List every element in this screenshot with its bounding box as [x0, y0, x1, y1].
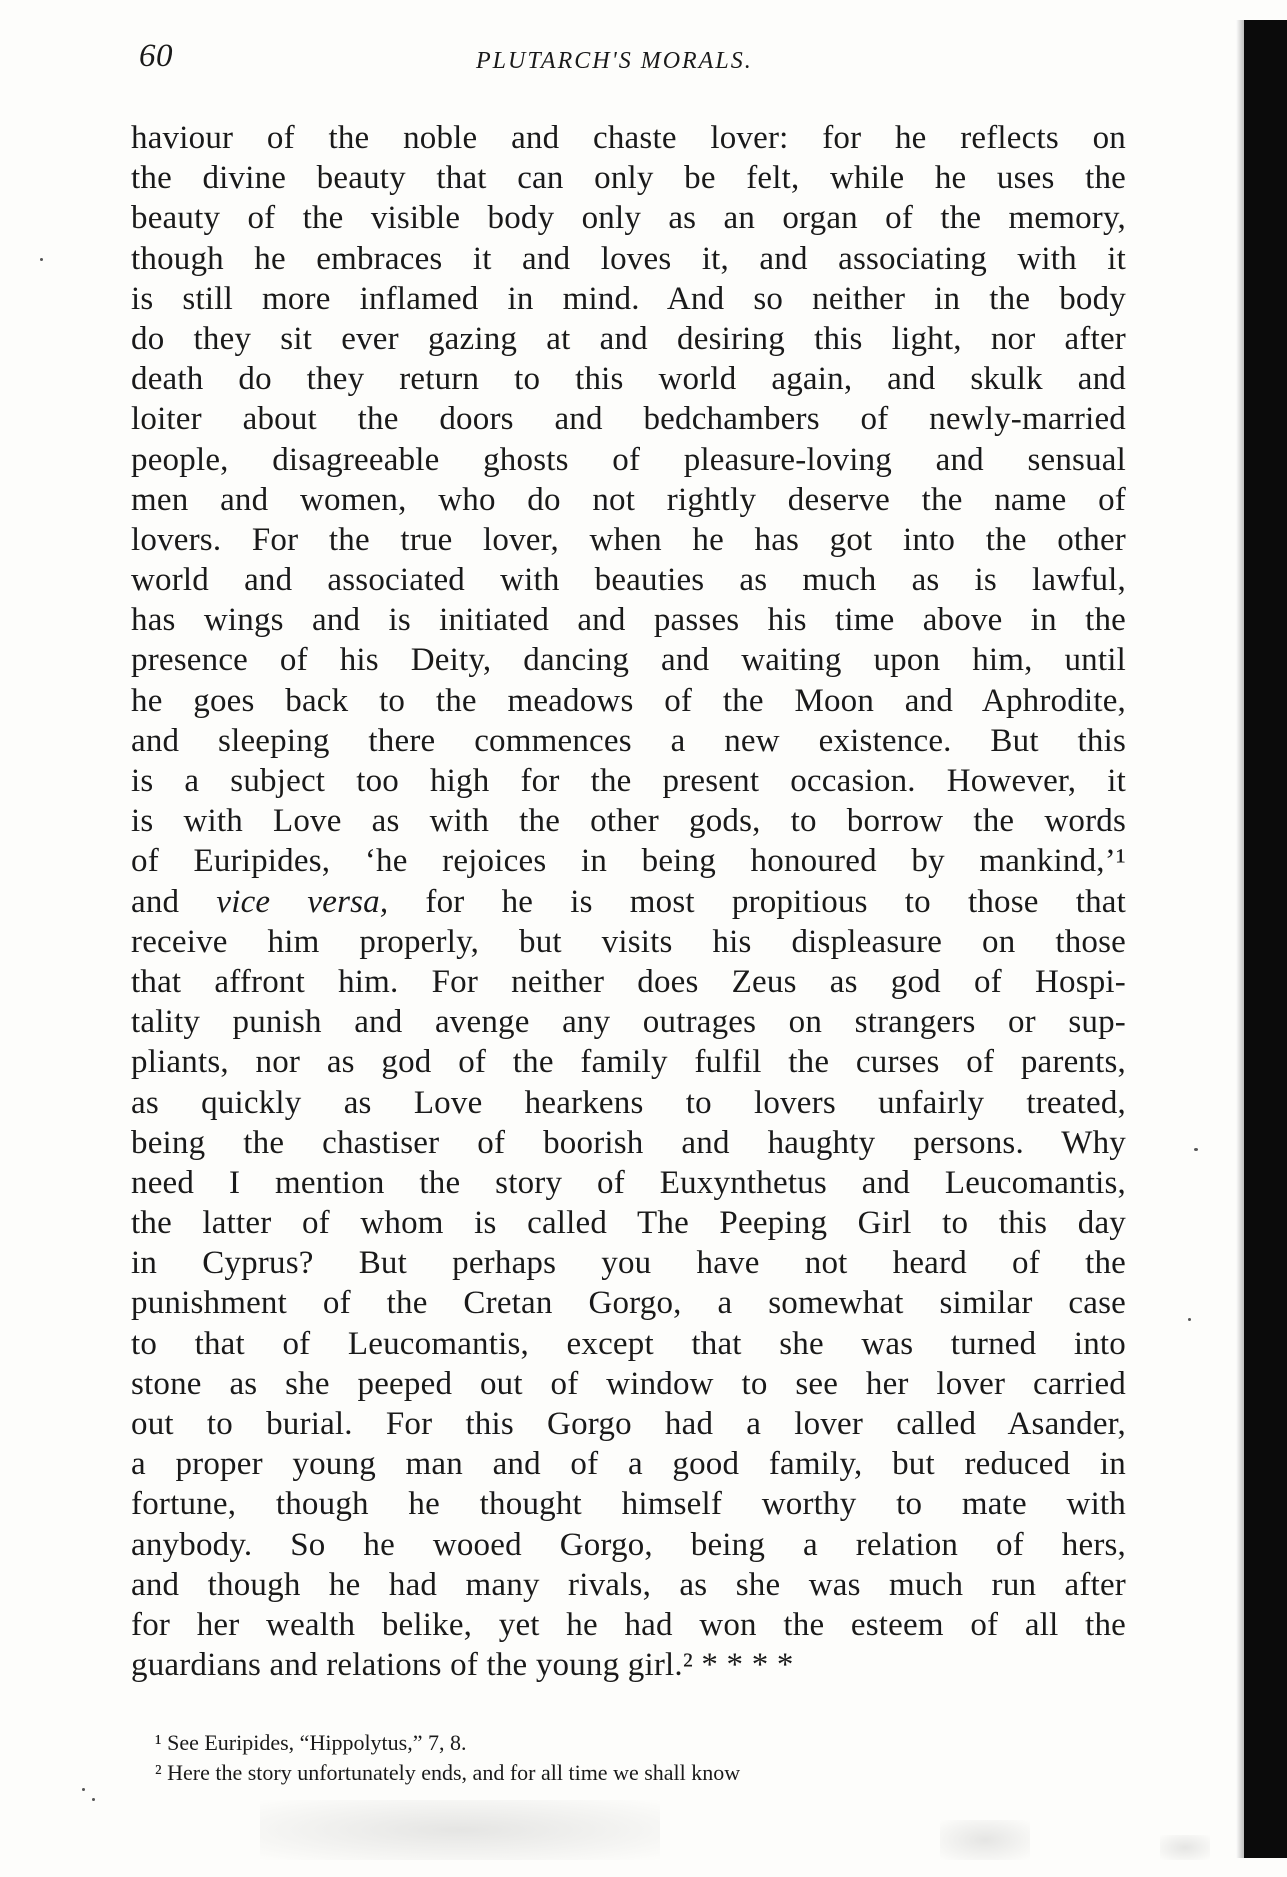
binding-shadow — [1236, 20, 1244, 1858]
page-number: 60 — [139, 38, 173, 74]
scan-speck — [40, 258, 43, 261]
text-line: men and women, who do not rightly deserve the name of — [131, 481, 1126, 518]
text-line: being the chastiser of boorish and haughty persons. Why — [131, 1124, 1126, 1161]
body-text — [131, 118, 1126, 1685]
scan-smudge — [1160, 1835, 1210, 1860]
text-line: need I mention the story of Euxynthetus and Leucomantis, — [131, 1164, 1126, 1201]
text-line: is with Love as with the other gods, to borrow the words — [131, 803, 1126, 840]
text-line: to that of Leucomantis, except that she was turned into — [131, 1325, 1126, 1362]
text-line: and sleeping there commences a new existence. But this — [131, 722, 1126, 759]
text-line: as quickly as Love hearkens to lovers unfairly treated, — [131, 1084, 1126, 1121]
text-line: people, disagreeable ghosts of pleasure-loving and sensual — [131, 441, 1126, 478]
text-line: stone as she peeped out of window to see her lover carried — [131, 1365, 1126, 1402]
scan-smudge — [260, 1800, 660, 1860]
italic-phrase: vice versa, — [216, 883, 389, 920]
scan-speck — [1194, 1148, 1198, 1151]
text-line: fortune, though he thought himself worthy to mate with — [131, 1486, 1126, 1523]
scan-speck — [92, 1798, 95, 1801]
text-line: do they sit ever gazing at and desiring this light, nor after — [131, 320, 1126, 357]
scan-speck — [1188, 1318, 1191, 1321]
text-line: in Cyprus? But perhaps you have not heard of the — [131, 1245, 1126, 1282]
text-line: though he embraces it and loves it, and associating with it — [131, 240, 1126, 277]
text-line: lovers. For the true lover, when he has got into the other — [131, 521, 1126, 558]
scan-speck — [82, 1788, 85, 1791]
text-line: world and associated with beauties as much as is lawful, — [131, 562, 1126, 599]
text-line: a proper young man and of a good family, but reduced in — [131, 1446, 1126, 1483]
text-line: punishment of the Cretan Gorgo, a somewhat similar case — [131, 1285, 1126, 1322]
text-line: pliants, nor as god of the family fulfil the curses of parents, — [131, 1044, 1126, 1081]
text-line: out to burial. For this Gorgo had a lover called Asander, — [131, 1406, 1126, 1442]
footnotes — [155, 1728, 1127, 1788]
text-line: anybody. So he wooed Gorgo, being a relation of hers, — [131, 1526, 1126, 1563]
text-line: beauty of the visible body only as an organ of the memory, — [131, 200, 1126, 237]
page-header — [131, 38, 1131, 88]
binding-strip — [1244, 20, 1287, 1858]
text-line: has wings and is initiated and passes his time above in the — [131, 602, 1126, 639]
text-line: and though he had many rivals, as she was much run after — [131, 1566, 1126, 1603]
text-line: the latter of whom is called The Peeping Girl to this day — [131, 1205, 1126, 1242]
text-line: presence of his Deity, dancing and waiting upon him, until — [131, 642, 1126, 679]
text-line: the divine beauty that can only be felt, while he uses the — [131, 160, 1126, 197]
text-line: he goes back to the meadows of the Moon and Aphrodite, — [131, 682, 1126, 719]
text-line: death do they return to this world again, and skulk and — [131, 361, 1126, 398]
text-line: tality punish and avenge any outrages on strangers or sup- — [131, 1004, 1126, 1041]
running-title: PLUTARCH'S MORALS. — [476, 48, 753, 74]
text-line: of Euripides, ‘he rejoices in being honoured by mankind,’¹ — [131, 843, 1126, 880]
footnote: ² Here the story unfortunately ends, and for all time we shall know — [155, 1760, 741, 1785]
text-line: loiter about the doors and bedchambers of newly-married — [131, 401, 1126, 438]
text-line: is still more inflamed in mind. And so neither in the body — [131, 280, 1126, 317]
text-line: receive him properly, but visits his displeasure on those — [131, 923, 1126, 960]
text-line: is a subject too high for the present occasion. However, it — [131, 763, 1126, 799]
text-line: haviour of the noble and chaste lover: for he reflects on — [131, 120, 1126, 156]
text-line: that affront him. For neither does Zeus as god of Hospi- — [131, 963, 1126, 1000]
text-line: for her wealth belike, yet he had won the esteem of all the — [131, 1606, 1126, 1643]
text-line: and vice versa, for he is most propitious to those that — [131, 883, 1126, 920]
footnote: ¹ See Euripides, “Hippolytus,” 7, 8. — [155, 1730, 467, 1755]
scan-smudge — [940, 1820, 1030, 1860]
text-line: guardians and relations of the young girl.² * * * * — [131, 1647, 794, 1684]
